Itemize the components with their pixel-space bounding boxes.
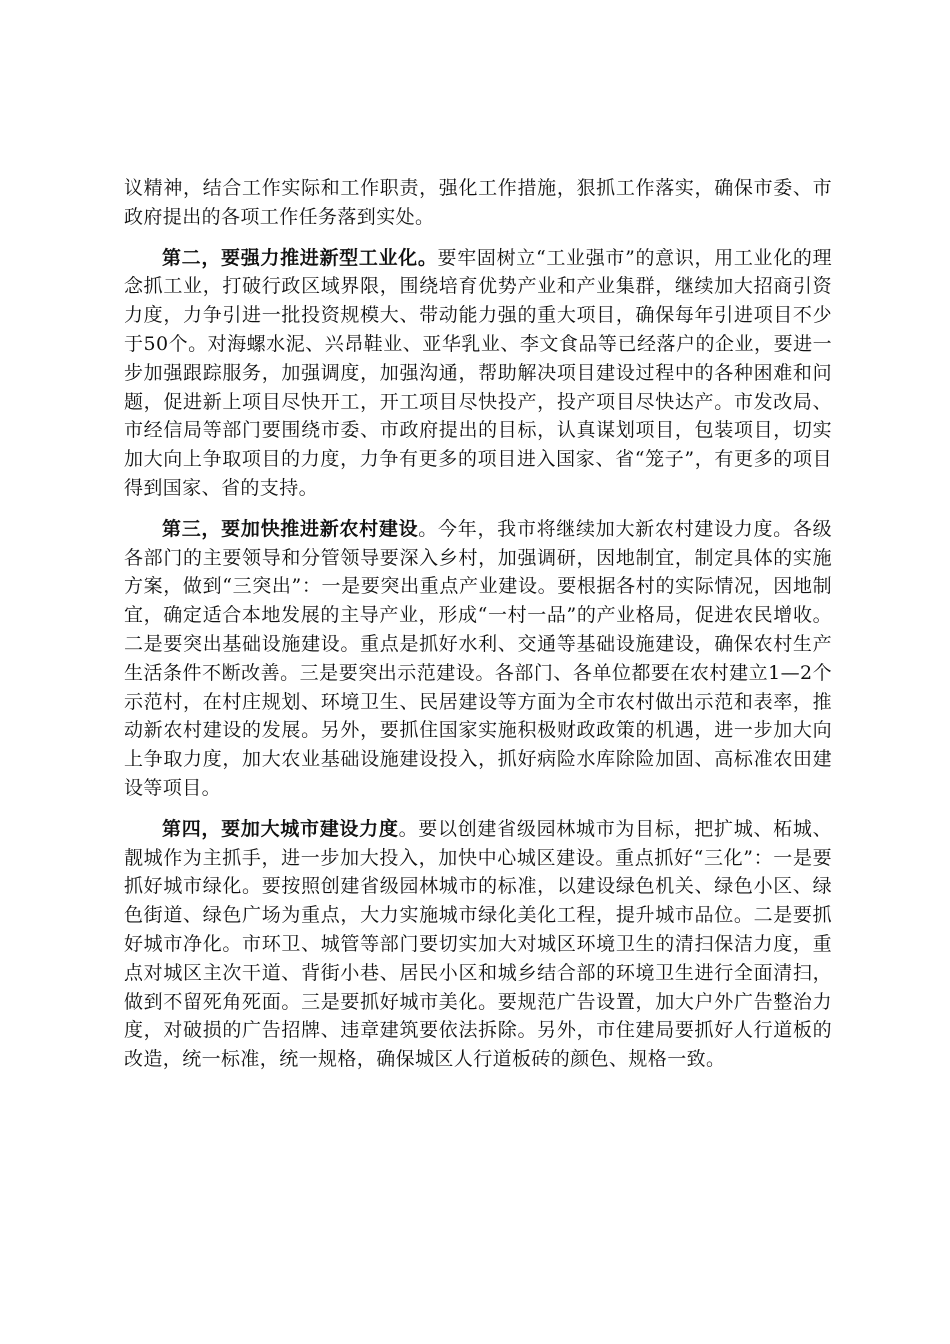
paragraph-body: 。今年，我市将继续加大新农村建设力度。各级各部门的主要领导和分管领导要深入乡村，加强调研，因地制宜，制定具体的实施方案，做到“三突出”：一是要突出重点产业建设。要根据各村的实际情况，因地制宜，确定适合本地发展的主导产业，形成“一村一品”的产业格局，促进农民增收。二是要突出基础设施建设。重点是抓好水利、交通等基础设施建设，确保农村生产生活条件不断改善。三是要突出示范建设。各部门、各单位都要在农村建立1—2个示范村，在村庄规划、环境卫生、民居建设等方面为全市农村做出示范和表率，推动新农村建设的发展。另外，要抓住国家实施积极财政政策的机遇，进一步加大向上争取力度，加大农业基础设施建设投入，抓好病险水库除险加固、高标准农田建设等项目。 — [124, 517, 832, 799]
paragraph-continuation — [124, 174, 832, 232]
paragraph-lead: 第四，要加大城市建设力度 — [162, 817, 399, 840]
paragraph-body: 。要以创建省级园林城市为目标，把扩城、柘城、靓城作为主抓手，进一步加大投入，加快中心城区建设。重点抓好“三化”：一是要抓好城市绿化。要按照创建省级园林城市的标准，以建设绿色机关、绿色小区、绿色街道、绿色广场为重点，大力实施城市绿化美化工程，提升城市品位。二是要抓好城市净化。市环卫、城管等部门要切实加大对城区环境卫生的清扫保洁力度，重点对城区主次干道、背街小巷、居民小区和城乡结合部的环境卫生进行全面清扫，做到不留死角死面。三是要抓好城市美化。要规范广告设置，加大户外广告整治力度，对破损的广告招牌、违章建筑要依法拆除。另外，市住建局要抓好人行道板的改造，统一标准，统一规格，确保城区人行道板砖的颜色、规格一致。 — [124, 817, 832, 1071]
paragraph-lead: 第二，要强力推进新型工业化。 — [162, 246, 438, 269]
paragraph-industrialization — [124, 244, 832, 503]
paragraph-urban-construction — [124, 815, 832, 1074]
document-page — [124, 174, 832, 1086]
paragraph-new-countryside — [124, 515, 832, 803]
paragraph-body: 要牢固树立“工业强市”的意识，用工业化的理念抓工业，打破行政区域界限，围绕培育优势产业和产业集群，继续加大招商引资力度，力争引进一批投资规模大、带动能力强的重大项目，确保每年引进项目不少于50个。对海螺水泥、兴昂鞋业、亚华乳业、李文食品等已经落户的企业，要进一步加强跟踪服务，加强调度，加强沟通，帮助解决项目建设过程中的各种困难和问题，促进新上项目尽快开工，开工项目尽快投产，投产项目尽快达产。市发改局、市经信局等部门要围绕市委、市政府提出的目标，认真谋划项目，包装项目，切实加大向上争取项目的力度，力争有更多的项目进入国家、省“笼子”，有更多的项目得到国家、省的支持。 — [124, 246, 832, 499]
paragraph-body: 议精神，结合工作实际和工作职责，强化工作措施，狠抓工作落实，确保市委、市政府提出的各项工作任务落到实处。 — [124, 177, 832, 228]
paragraph-lead: 第三，要加快推进新农村建设 — [162, 517, 419, 540]
